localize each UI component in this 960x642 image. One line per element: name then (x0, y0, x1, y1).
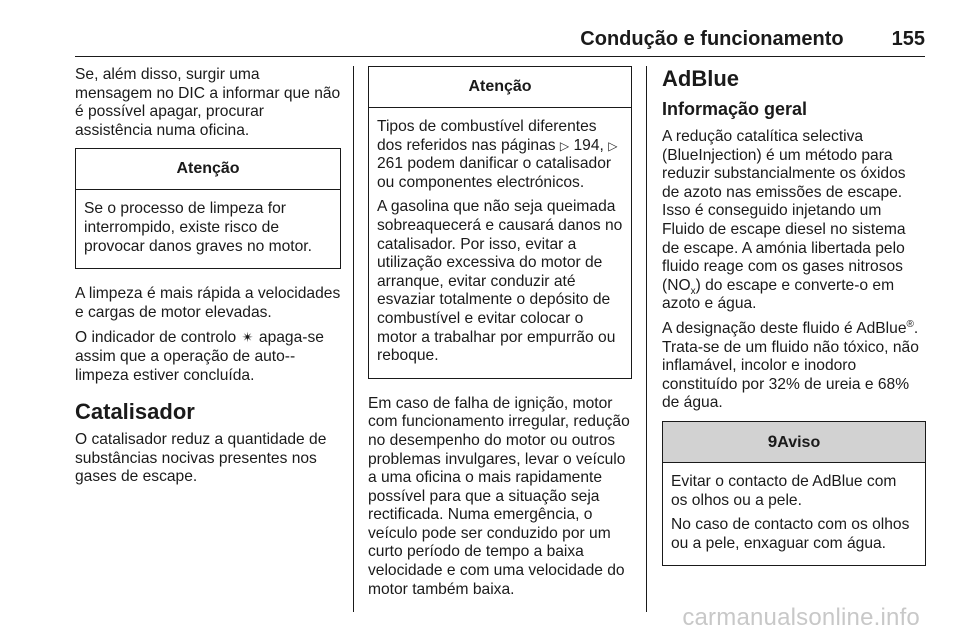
column-3 (662, 66, 926, 582)
attention-box-title: Atenção (76, 149, 340, 190)
paragraph: O indicador de controlo ✴ apaga-se assim que a operação de auto--limpeza estiver concluída. (75, 329, 324, 384)
page-ref-link[interactable]: 261 (377, 155, 404, 173)
section-heading-adblue: AdBlue (662, 66, 739, 91)
diesel-particle-filter-icon: ✴ (241, 329, 254, 346)
column-1 (75, 66, 341, 493)
warning-box-text: No caso de contacto com os olhos ou a pele, enxaguar com água. (671, 516, 910, 552)
section-title: Condução e funcionamento (580, 28, 844, 50)
attention-box (368, 66, 632, 379)
subsection-heading: Informação geral (662, 99, 808, 119)
warning-triangle-icon: 9 (767, 431, 778, 451)
page-ref-arrow-icon: ▷ (559, 138, 570, 153)
paragraph: A limpeza é mais rápida a velocidades e cargas de motor elevadas. (75, 285, 341, 321)
paragraph: Se, além disso, surgir uma mensagem no DIC a informar que não é possível apagar, procurar assistência numa oficina. (75, 66, 341, 139)
paragraph: A designação deste fluido é AdBlue®. Trata-se de um fluido não tóxico, não inflamável, incolor e inodoro constituído por 32% de ureia e 68% de água. (662, 318, 919, 412)
paragraph: A redução catalítica selectiva (BlueInjection) é um método para reduzir substancialmente os óxidos de azoto nas emissões de escape. Isso é conseguido injetando um Fluido de escape diesel no sistema de escape. A amónia libertada pelo fluido reage com os gases nitrosos $(NO_x)$ do escape e converte-o em azoto e água. (662, 128, 906, 313)
header-rule (75, 56, 925, 57)
warning-box-text: Evitar o contacto de AdBlue com os olhos ou a pele. (671, 472, 897, 509)
warning-box (662, 421, 926, 566)
attention-box-title: Atenção (369, 67, 631, 108)
page-number: 155 (891, 28, 925, 50)
page-header (580, 28, 925, 51)
watermark: carmanualsonline.info (682, 604, 920, 631)
section-heading-catalisador: Catalisador (75, 399, 195, 425)
paragraph: Em caso de falha de ignição, motor com funcionamento irregular, redução no desempenho do motor ou outros problemas invulgares, levar o veículo a uma oficina o mais rapidamente possível para que a situação seja rectificada. Numa emergência, o veículo pode ser conduzido por um curto período de tempo a baixa velocidade e com uma velocidade do motor também baixa. (368, 394, 630, 598)
attention-box-text: A gasolina que não seja queimada sobreaquecerá e causará danos no catalisador. Por isso, evitar a utilização excessiva do motor de arranque, evitar conduzir até esvaziar totalmente o depósito de combustível e evitar colocar o motor a trabalhar por empurrão ou reboque. (377, 198, 623, 365)
paragraph: O catalisador reduz a quantidade de substâncias nocivas presentes nos gases de escape. (75, 431, 327, 486)
column-divider (646, 66, 647, 612)
attention-box-text: Se o processo de limpeza for interrompido, existe risco de provocar danos graves no motor. (84, 200, 312, 255)
column-divider (353, 66, 354, 612)
attention-box-text: Tipos de combustível diferentes dos referidos nas páginas ▷ 194, ▷ 261 podem danificar o catalisador ou componentes electrónicos. (377, 118, 618, 191)
column-2 (368, 66, 632, 605)
page-ref-link[interactable]: 194 (573, 136, 600, 154)
page-ref-arrow-icon: ▷ (608, 138, 618, 153)
warning-box-title: 9Aviso (663, 422, 925, 463)
attention-box (75, 148, 341, 269)
